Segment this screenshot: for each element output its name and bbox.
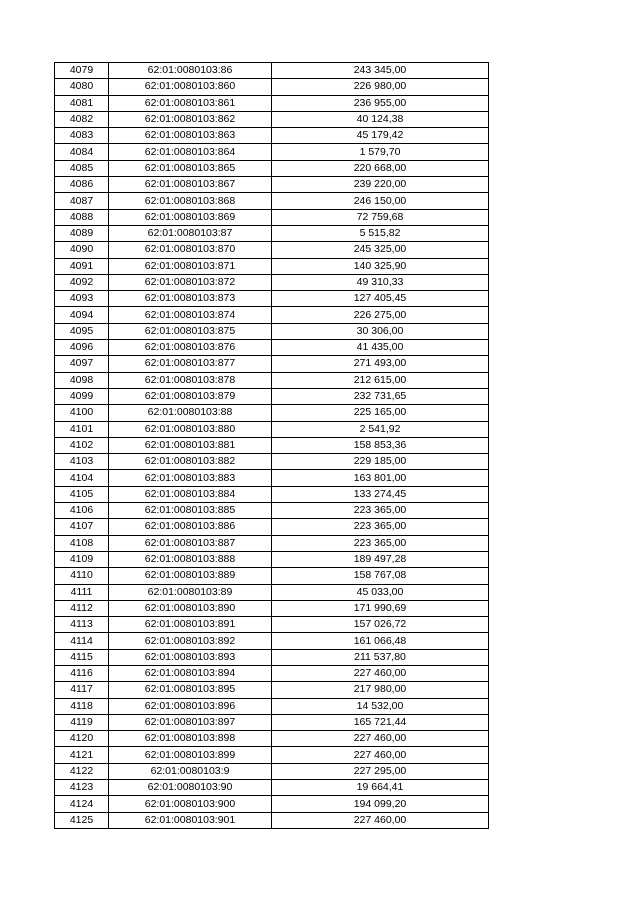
table-row xyxy=(55,812,489,828)
row-number-cell: 4121 xyxy=(55,747,109,763)
row-number-cell: 4113 xyxy=(55,617,109,633)
row-number-cell: 4122 xyxy=(55,763,109,779)
cadastral-value-cell: 72 759,68 xyxy=(272,209,489,225)
row-number-cell: 4099 xyxy=(55,388,109,404)
row-number-cell: 4094 xyxy=(55,307,109,323)
table-row xyxy=(55,372,489,388)
table-row xyxy=(55,535,489,551)
row-number-cell: 4117 xyxy=(55,682,109,698)
cadastral-value-cell: 194 099,20 xyxy=(272,796,489,812)
cadastral-value-cell: 1 579,70 xyxy=(272,144,489,160)
cadastral-number-cell: 62:01:0080103:885 xyxy=(109,503,272,519)
row-number-cell: 4087 xyxy=(55,193,109,209)
row-number-cell: 4082 xyxy=(55,111,109,127)
table-row xyxy=(55,682,489,698)
row-number-cell: 4112 xyxy=(55,600,109,616)
table-row xyxy=(55,193,489,209)
table-row xyxy=(55,63,489,79)
cadastral-number-cell: 62:01:0080103:88 xyxy=(109,405,272,421)
cadastral-value-cell: 30 306,00 xyxy=(272,323,489,339)
row-number-cell: 4093 xyxy=(55,291,109,307)
cadastral-number-cell: 62:01:0080103:890 xyxy=(109,600,272,616)
cadastral-value-cell: 243 345,00 xyxy=(272,63,489,79)
cadastral-value-cell: 226 980,00 xyxy=(272,79,489,95)
cadastral-number-cell: 62:01:0080103:875 xyxy=(109,323,272,339)
cadastral-number-cell: 62:01:0080103:888 xyxy=(109,551,272,567)
row-number-cell: 4119 xyxy=(55,714,109,730)
cadastral-number-cell: 62:01:0080103:870 xyxy=(109,242,272,258)
cadastral-value-cell: 211 537,80 xyxy=(272,649,489,665)
cadastral-value-cell: 189 497,28 xyxy=(272,551,489,567)
table-row xyxy=(55,633,489,649)
table-row xyxy=(55,796,489,812)
row-number-cell: 4088 xyxy=(55,209,109,225)
row-number-cell: 4085 xyxy=(55,160,109,176)
cadastral-value-cell: 212 615,00 xyxy=(272,372,489,388)
cadastral-value-cell: 19 664,41 xyxy=(272,780,489,796)
cadastral-value-cell: 14 532,00 xyxy=(272,698,489,714)
cadastral-value-cell: 239 220,00 xyxy=(272,177,489,193)
table-row xyxy=(55,225,489,241)
cadastral-number-cell: 62:01:0080103:899 xyxy=(109,747,272,763)
row-number-cell: 4080 xyxy=(55,79,109,95)
row-number-cell: 4115 xyxy=(55,649,109,665)
table-body xyxy=(55,63,489,829)
row-number-cell: 4089 xyxy=(55,225,109,241)
table-row xyxy=(55,437,489,453)
table-row xyxy=(55,79,489,95)
row-number-cell: 4100 xyxy=(55,405,109,421)
table-row xyxy=(55,323,489,339)
cadastral-value-cell: 271 493,00 xyxy=(272,356,489,372)
table-row xyxy=(55,242,489,258)
table-row xyxy=(55,665,489,681)
cadastral-value-cell: 127 405,45 xyxy=(272,291,489,307)
cadastral-number-cell: 62:01:0080103:895 xyxy=(109,682,272,698)
cadastral-number-cell: 62:01:0080103:894 xyxy=(109,665,272,681)
cadastral-number-cell: 62:01:0080103:880 xyxy=(109,421,272,437)
cadastral-number-cell: 62:01:0080103:90 xyxy=(109,780,272,796)
table-row xyxy=(55,486,489,502)
cadastral-number-cell: 62:01:0080103:89 xyxy=(109,584,272,600)
table-row xyxy=(55,111,489,127)
row-number-cell: 4123 xyxy=(55,780,109,796)
cadastral-number-cell: 62:01:0080103:886 xyxy=(109,519,272,535)
table-row xyxy=(55,128,489,144)
table-row xyxy=(55,698,489,714)
cadastral-number-cell: 62:01:0080103:881 xyxy=(109,437,272,453)
cadastral-value-cell: 227 460,00 xyxy=(272,731,489,747)
cadastral-value-cell: 165 721,44 xyxy=(272,714,489,730)
cadastral-value-cell: 246 150,00 xyxy=(272,193,489,209)
cadastral-number-cell: 62:01:0080103:863 xyxy=(109,128,272,144)
table-row xyxy=(55,258,489,274)
cadastral-value-cell: 245 325,00 xyxy=(272,242,489,258)
row-number-cell: 4125 xyxy=(55,812,109,828)
cadastral-number-cell: 62:01:0080103:9 xyxy=(109,763,272,779)
row-number-cell: 4092 xyxy=(55,274,109,290)
cadastral-value-cell: 227 460,00 xyxy=(272,812,489,828)
cadastral-value-table xyxy=(54,62,489,829)
cadastral-value-cell: 223 365,00 xyxy=(272,519,489,535)
cadastral-value-cell: 171 990,69 xyxy=(272,600,489,616)
row-number-cell: 4108 xyxy=(55,535,109,551)
cadastral-number-cell: 62:01:0080103:873 xyxy=(109,291,272,307)
table-row xyxy=(55,356,489,372)
cadastral-number-cell: 62:01:0080103:896 xyxy=(109,698,272,714)
table-row xyxy=(55,454,489,470)
row-number-cell: 4086 xyxy=(55,177,109,193)
row-number-cell: 4110 xyxy=(55,568,109,584)
cadastral-value-cell: 227 295,00 xyxy=(272,763,489,779)
cadastral-number-cell: 62:01:0080103:883 xyxy=(109,470,272,486)
cadastral-value-cell: 223 365,00 xyxy=(272,535,489,551)
cadastral-number-cell: 62:01:0080103:900 xyxy=(109,796,272,812)
cadastral-value-cell: 140 325,90 xyxy=(272,258,489,274)
row-number-cell: 4106 xyxy=(55,503,109,519)
cadastral-number-cell: 62:01:0080103:874 xyxy=(109,307,272,323)
row-number-cell: 4101 xyxy=(55,421,109,437)
cadastral-number-cell: 62:01:0080103:877 xyxy=(109,356,272,372)
cadastral-number-cell: 62:01:0080103:887 xyxy=(109,535,272,551)
cadastral-value-cell: 49 310,33 xyxy=(272,274,489,290)
cadastral-number-cell: 62:01:0080103:87 xyxy=(109,225,272,241)
row-number-cell: 4120 xyxy=(55,731,109,747)
table-row xyxy=(55,421,489,437)
row-number-cell: 4109 xyxy=(55,551,109,567)
cadastral-number-cell: 62:01:0080103:876 xyxy=(109,340,272,356)
cadastral-value-cell: 229 185,00 xyxy=(272,454,489,470)
table-row xyxy=(55,584,489,600)
table-row xyxy=(55,519,489,535)
row-number-cell: 4098 xyxy=(55,372,109,388)
cadastral-value-cell: 5 515,82 xyxy=(272,225,489,241)
cadastral-value-cell: 2 541,92 xyxy=(272,421,489,437)
cadastral-value-cell: 45 033,00 xyxy=(272,584,489,600)
row-number-cell: 4107 xyxy=(55,519,109,535)
row-number-cell: 4124 xyxy=(55,796,109,812)
cadastral-number-cell: 62:01:0080103:865 xyxy=(109,160,272,176)
row-number-cell: 4116 xyxy=(55,665,109,681)
row-number-cell: 4091 xyxy=(55,258,109,274)
cadastral-value-cell: 45 179,42 xyxy=(272,128,489,144)
table-row xyxy=(55,160,489,176)
cadastral-number-cell: 62:01:0080103:878 xyxy=(109,372,272,388)
cadastral-number-cell: 62:01:0080103:897 xyxy=(109,714,272,730)
cadastral-value-cell: 161 066,48 xyxy=(272,633,489,649)
row-number-cell: 4096 xyxy=(55,340,109,356)
row-number-cell: 4104 xyxy=(55,470,109,486)
cadastral-value-cell: 158 767,08 xyxy=(272,568,489,584)
cadastral-number-cell: 62:01:0080103:882 xyxy=(109,454,272,470)
cadastral-number-cell: 62:01:0080103:860 xyxy=(109,79,272,95)
cadastral-number-cell: 62:01:0080103:892 xyxy=(109,633,272,649)
row-number-cell: 4097 xyxy=(55,356,109,372)
table-row xyxy=(55,405,489,421)
cadastral-value-cell: 157 026,72 xyxy=(272,617,489,633)
row-number-cell: 4118 xyxy=(55,698,109,714)
row-number-cell: 4084 xyxy=(55,144,109,160)
row-number-cell: 4102 xyxy=(55,437,109,453)
cadastral-value-cell: 226 275,00 xyxy=(272,307,489,323)
row-number-cell: 4081 xyxy=(55,95,109,111)
table-row xyxy=(55,209,489,225)
row-number-cell: 4111 xyxy=(55,584,109,600)
table-row xyxy=(55,388,489,404)
cadastral-value-cell: 227 460,00 xyxy=(272,747,489,763)
cadastral-value-cell: 227 460,00 xyxy=(272,665,489,681)
row-number-cell: 4090 xyxy=(55,242,109,258)
table-row xyxy=(55,95,489,111)
table-row xyxy=(55,551,489,567)
row-number-cell: 4105 xyxy=(55,486,109,502)
cadastral-number-cell: 62:01:0080103:871 xyxy=(109,258,272,274)
cadastral-number-cell: 62:01:0080103:891 xyxy=(109,617,272,633)
table-row xyxy=(55,714,489,730)
row-number-cell: 4095 xyxy=(55,323,109,339)
table-row xyxy=(55,291,489,307)
table-row xyxy=(55,649,489,665)
table-row xyxy=(55,780,489,796)
cadastral-number-cell: 62:01:0080103:901 xyxy=(109,812,272,828)
cadastral-value-cell: 41 435,00 xyxy=(272,340,489,356)
table-row xyxy=(55,747,489,763)
cadastral-number-cell: 62:01:0080103:879 xyxy=(109,388,272,404)
table-row xyxy=(55,503,489,519)
table-row xyxy=(55,470,489,486)
table-row xyxy=(55,274,489,290)
cadastral-number-cell: 62:01:0080103:869 xyxy=(109,209,272,225)
table-row xyxy=(55,731,489,747)
cadastral-value-cell: 133 274,45 xyxy=(272,486,489,502)
table-row xyxy=(55,144,489,160)
cadastral-number-cell: 62:01:0080103:864 xyxy=(109,144,272,160)
cadastral-value-cell: 223 365,00 xyxy=(272,503,489,519)
table-row xyxy=(55,177,489,193)
table-row xyxy=(55,617,489,633)
cadastral-value-cell: 232 731,65 xyxy=(272,388,489,404)
cadastral-value-cell: 40 124,38 xyxy=(272,111,489,127)
table-row xyxy=(55,763,489,779)
cadastral-value-cell: 163 801,00 xyxy=(272,470,489,486)
table-row xyxy=(55,568,489,584)
cadastral-number-cell: 62:01:0080103:861 xyxy=(109,95,272,111)
cadastral-value-cell: 220 668,00 xyxy=(272,160,489,176)
cadastral-value-cell: 217 980,00 xyxy=(272,682,489,698)
cadastral-number-cell: 62:01:0080103:872 xyxy=(109,274,272,290)
cadastral-number-cell: 62:01:0080103:86 xyxy=(109,63,272,79)
cadastral-value-cell: 225 165,00 xyxy=(272,405,489,421)
row-number-cell: 4083 xyxy=(55,128,109,144)
cadastral-value-cell: 158 853,36 xyxy=(272,437,489,453)
row-number-cell: 4114 xyxy=(55,633,109,649)
cadastral-number-cell: 62:01:0080103:898 xyxy=(109,731,272,747)
row-number-cell: 4103 xyxy=(55,454,109,470)
cadastral-number-cell: 62:01:0080103:868 xyxy=(109,193,272,209)
cadastral-value-cell: 236 955,00 xyxy=(272,95,489,111)
cadastral-number-cell: 62:01:0080103:862 xyxy=(109,111,272,127)
cadastral-number-cell: 62:01:0080103:884 xyxy=(109,486,272,502)
cadastral-number-cell: 62:01:0080103:889 xyxy=(109,568,272,584)
table-row xyxy=(55,600,489,616)
cadastral-number-cell: 62:01:0080103:867 xyxy=(109,177,272,193)
table-row xyxy=(55,340,489,356)
row-number-cell: 4079 xyxy=(55,63,109,79)
cadastral-number-cell: 62:01:0080103:893 xyxy=(109,649,272,665)
table-row xyxy=(55,307,489,323)
